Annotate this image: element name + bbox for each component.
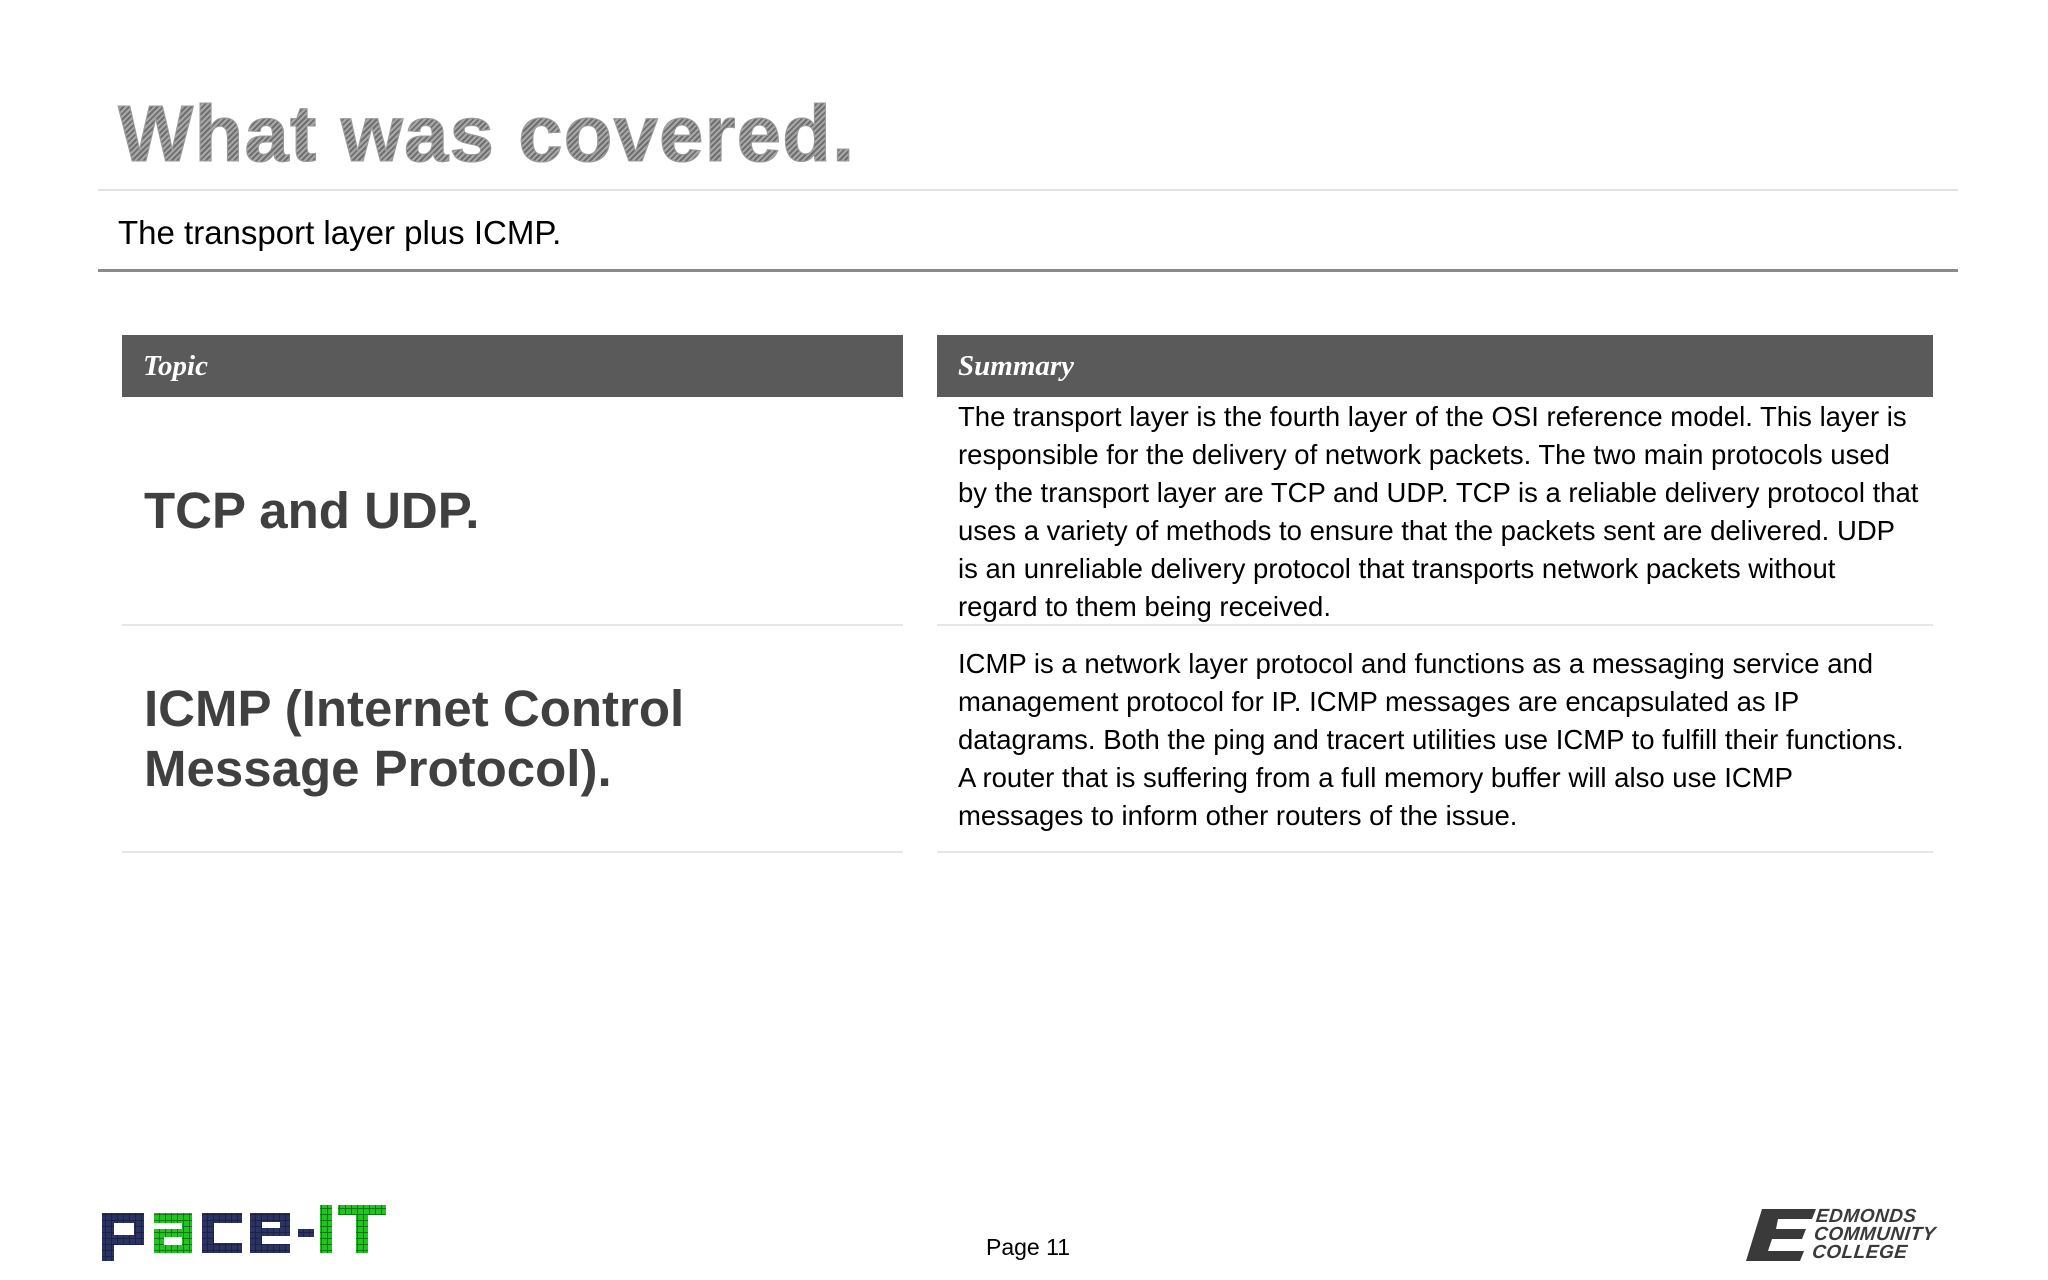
slide-subtitle: The transport layer plus ICMP. [118,214,562,251]
table-row-summary: The transport layer is the fourth layer of the OSI reference model. This layer is responsible for the delivery of network packets. The two main protocols used by the transport layer are TCP and UDP. TCP is a reliable delivery protocol that uses a variety of methods to ensure that the packets sent are delivered. UDP is an unreliable delivery protocol that transports network packets without regard to them being received. [958,401,1919,622]
table-row-topic: TCP and UDP. [144,481,480,539]
subtitle-divider [98,269,1958,272]
college-name-line: EDMONDS [1814,1206,1918,1227]
slide-title: What was covered. [118,89,856,178]
table-header-summary: Summary [937,335,1933,397]
college-name-line: COMMUNITY [1812,1224,1937,1245]
row-divider [937,624,1933,626]
title-divider [98,189,1958,191]
page-number: Page 11 [986,1234,1070,1260]
college-name [1811,1208,1938,1262]
college-name-line: COLLEGE [1811,1242,1909,1263]
row-divider [122,851,903,853]
table-header-topic: Topic [122,335,903,397]
table-row-topic: ICMP (Internet Control Message Protocol). [144,679,685,797]
pace-it-logo [100,1203,390,1263]
row-divider [937,851,1933,853]
row-divider [122,624,903,626]
table-row-summary: ICMP is a network layer protocol and functions as a messaging service and management protocol for IP. ICMP messages are encapsulated as IP datagrams. Both the ping and tracert utilities use ICMP to fulfill their functions. A router that is suffering from a full memory buffer will also use ICMP messages to inform other routers of the issue. [958,648,1904,831]
